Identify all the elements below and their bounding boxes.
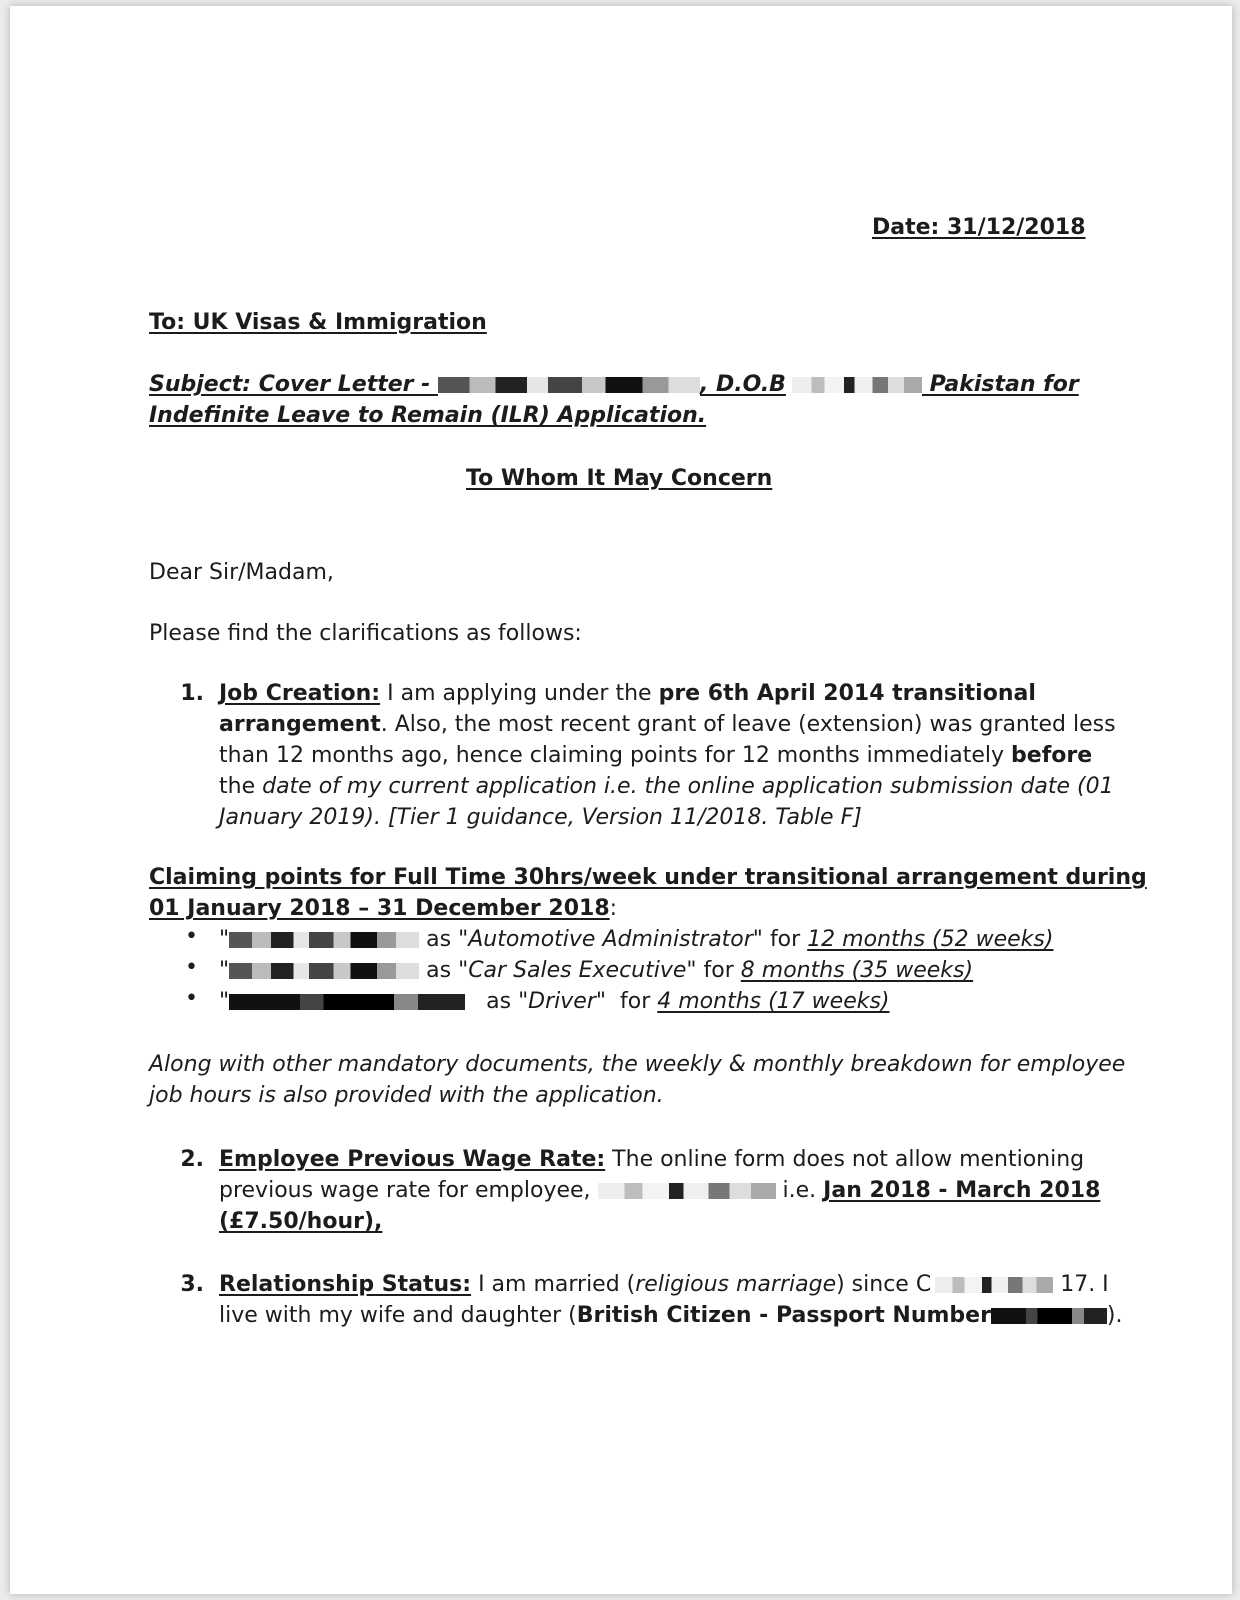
item-3-line-2 — [219, 1300, 1123, 1332]
item-2-text-2: previous wage rate for employee, — [219, 1178, 591, 1203]
greeting: Dear Sir/Madam, — [149, 560, 334, 585]
item-1-italic-4: date of my current application i.e. the online application submission date (01 — [262, 774, 1114, 799]
job-role: "Car Sales Executive" — [458, 958, 697, 983]
subject-prefix: Subject: Cover Letter - — [149, 372, 438, 397]
item-3-heading: Relationship Status: — [219, 1272, 472, 1297]
item-1-text-3: than 12 months ago, hence claiming points for 12 months immediately — [219, 743, 1012, 768]
redacted-name — [438, 377, 700, 393]
salutation-heading: To Whom It May Concern — [466, 466, 773, 491]
item-3-bold: British Citizen - Passport Number — [576, 1303, 991, 1328]
item-2-number: 2. — [180, 1147, 204, 1172]
employer-quote: " — [219, 958, 230, 983]
subject-country: Pakistan for — [929, 372, 1079, 397]
item-2-heading: Employee Previous Wage Rate: — [219, 1147, 606, 1172]
item-3-text-c: 17. I — [1060, 1272, 1109, 1297]
item-1-heading: Job Creation: — [219, 681, 381, 706]
item-1-text-2: . Also, the most recent grant of leave (extension) was granted less — [380, 712, 1116, 737]
employer-quote: " — [219, 927, 230, 952]
for-word: for — [769, 927, 801, 952]
bullet-dot: • — [185, 955, 198, 980]
item-1-line-1 — [219, 678, 1036, 710]
item-2-wage: (£7.50/hour), — [219, 1209, 383, 1234]
subject-line-1 — [149, 369, 1079, 401]
claiming-heading-1: Claiming points for Full Time 30hrs/week under transitional arrangement during — [149, 865, 1147, 890]
redacted-employer — [229, 994, 465, 1010]
item-1-bold: pre 6th April 2014 transitional — [658, 681, 1036, 706]
bullet-dot: • — [185, 924, 198, 949]
item-2-line-2 — [219, 1175, 1100, 1207]
recipient-line: To: UK Visas & Immigration — [149, 310, 487, 335]
redacted-passport — [991, 1308, 1107, 1324]
item-2-period: Jan 2018 - March 2018 — [823, 1178, 1101, 1203]
job-duration: 4 months (17 weeks) — [657, 989, 890, 1014]
item-1-bold-2: arrangement — [219, 712, 381, 737]
item-3-line-1 — [219, 1269, 1109, 1301]
claiming-period: 01 January 2018 – 31 December 2018 — [149, 896, 610, 921]
redacted-employer — [229, 932, 419, 948]
item-1-number: 1. — [180, 681, 204, 706]
item-1-line-2 — [219, 709, 1116, 741]
intro-text: Please find the clarifications as follows: — [149, 621, 582, 646]
job-role: "Driver" — [518, 989, 606, 1014]
employer-quote: " — [219, 989, 230, 1014]
job-duration: 8 months (35 weeks) — [740, 958, 974, 983]
job-role: "Automotive Administrator" — [458, 927, 763, 952]
item-2-line-1 — [219, 1144, 1084, 1176]
item-2-text: The online form does not allow mentioning — [605, 1147, 1085, 1172]
for-word: for — [620, 989, 651, 1014]
subject-dob: , D.O.B — [699, 372, 786, 397]
redacted-employee — [598, 1183, 776, 1199]
item-3-text-2: live with my wife and daughter ( — [219, 1303, 577, 1328]
claiming-colon: : — [609, 896, 618, 921]
document-page — [10, 6, 1232, 1594]
item-3-text: I am married ( — [471, 1272, 636, 1297]
job-duration: 12 months (52 weeks) — [807, 927, 1054, 952]
item-2-ie: i.e. — [782, 1178, 817, 1203]
redacted-date — [935, 1277, 1053, 1293]
employment-item-1 — [219, 924, 1053, 956]
as-word: as — [486, 989, 512, 1014]
letter-date: Date: 31/12/2018 — [872, 215, 1086, 240]
item-1-line-3 — [219, 740, 1092, 772]
as-word: as — [426, 927, 452, 952]
item-1-text-4: the — [219, 774, 263, 799]
item-3-close: ). — [1106, 1303, 1123, 1328]
employment-item-3 — [219, 986, 890, 1018]
item-3-italic: religious marriage — [635, 1272, 837, 1297]
along-line-2: job hours is also provided with the application. — [149, 1083, 664, 1108]
redacted-dob — [792, 377, 922, 393]
item-3-text-b: ) since C — [836, 1272, 932, 1297]
item-1-bold-3: before — [1011, 743, 1093, 768]
bullet-dot: • — [185, 986, 198, 1011]
as-word: as — [426, 958, 452, 983]
redacted-employer — [229, 963, 419, 979]
subject-line-2: Indefinite Leave to Remain (ILR) Application. — [149, 403, 707, 428]
claiming-heading-2 — [149, 893, 617, 925]
item-1-text: I am applying under the — [380, 681, 659, 706]
employment-item-2 — [219, 955, 973, 987]
item-1-line-5: January 2019). [Tier 1 guidance, Version 11/2018. Table F] — [219, 805, 862, 830]
item-1-line-4 — [219, 771, 1114, 803]
item-3-number: 3. — [180, 1272, 204, 1297]
for-word: for — [703, 958, 734, 983]
along-line-1: Along with other mandatory documents, the weekly & monthly breakdown for employee — [149, 1052, 1126, 1077]
